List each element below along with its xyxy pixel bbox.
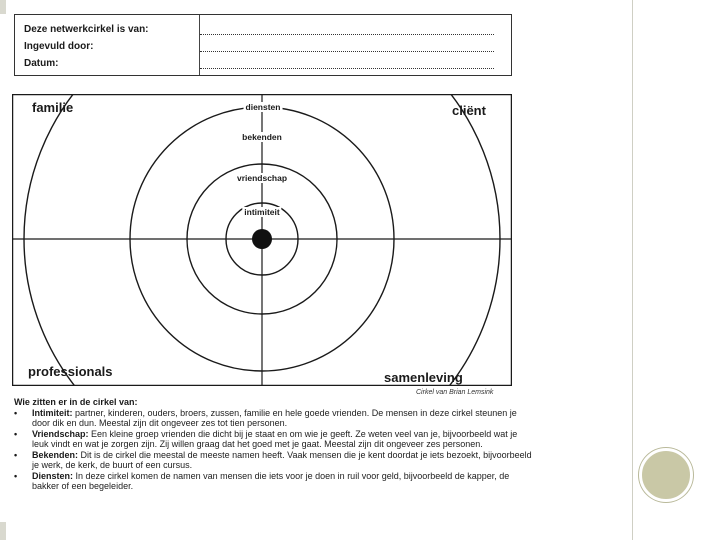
- legend: [14, 397, 534, 492]
- quadrant-samenleving: samenleving: [384, 370, 463, 385]
- legend-text: Een kleine groep vrienden die dicht bij je staat en om wie je geeft. Ze weten veel van je, bijvoorbeeld wat je leuk vindt en wat je zorgen zijn. Zij willen graag dat het goed met je gaat. Meestal zijn dit ongeveer zes personen.: [32, 428, 518, 449]
- legend-text: In deze cirkel komen de namen van mensen die iets voor je doen in ruil voor geld, bijvoorbeeld de kapper, de bakker of een begeleider.: [32, 470, 510, 491]
- date-field[interactable]: [200, 67, 494, 69]
- date-label: Datum:: [24, 58, 59, 69]
- legend-item-bekenden: [14, 450, 534, 471]
- legend-term: Vriendschap:: [32, 428, 89, 439]
- quadrant-professionals: professionals: [28, 364, 113, 379]
- legend-title: Wie zitten er in de cirkel van:: [14, 397, 138, 407]
- bullet-icon: •: [14, 449, 18, 460]
- legend-term: Intimiteit:: [32, 407, 73, 418]
- info-box-divider: [199, 15, 200, 75]
- slide-border-top: [0, 0, 6, 14]
- filled-by-label: Ingevuld door:: [24, 41, 94, 52]
- ring-label-diensten: diensten: [245, 102, 281, 112]
- info-box: [14, 14, 512, 76]
- decorative-circle: [639, 448, 693, 502]
- legend-item-diensten: [14, 471, 534, 492]
- bullet-icon: •: [14, 470, 18, 481]
- bullet-icon: •: [14, 428, 18, 439]
- ring-label-bekenden: bekenden: [242, 132, 282, 142]
- filled-by-field[interactable]: [200, 50, 494, 52]
- owner-label: Deze netwerkcirkel is van:: [24, 24, 149, 35]
- legend-item-intimiteit: [14, 408, 534, 429]
- owner-field[interactable]: [200, 33, 494, 35]
- legend-text: partner, kinderen, ouders, broers, zussen, familie en hele goede vrienden. De mensen in deze cirkel steunen je door dik en dun. Meestal zijn dit ongeveer zes tot tien personen.: [32, 407, 517, 428]
- center-dot-client: [252, 229, 272, 249]
- quadrant-client: cliënt: [452, 103, 486, 118]
- ring-label-intimiteit: intimiteit: [244, 207, 280, 217]
- slide-right-rule: [632, 0, 633, 540]
- quadrant-familie: familie: [32, 100, 74, 115]
- network-circle-diagram: [12, 94, 512, 386]
- bullet-icon: •: [14, 407, 18, 418]
- ring-label-vriendschap: vriendschap: [236, 173, 288, 183]
- legend-text: Dit is de cirkel die meestal de meeste namen heeft. Vaak mensen die je kent doordat je iets bezoekt, bijvoorbeeld je werk, de kerk, de buurt of een cursus.: [32, 449, 532, 470]
- legend-term: Bekenden:: [32, 449, 79, 460]
- slide-border-bottom: [0, 522, 6, 540]
- legend-item-vriendschap: [14, 429, 534, 450]
- diagram-credit: Cirkel van Brian Lemsink: [416, 389, 494, 396]
- legend-term: Diensten:: [32, 470, 74, 481]
